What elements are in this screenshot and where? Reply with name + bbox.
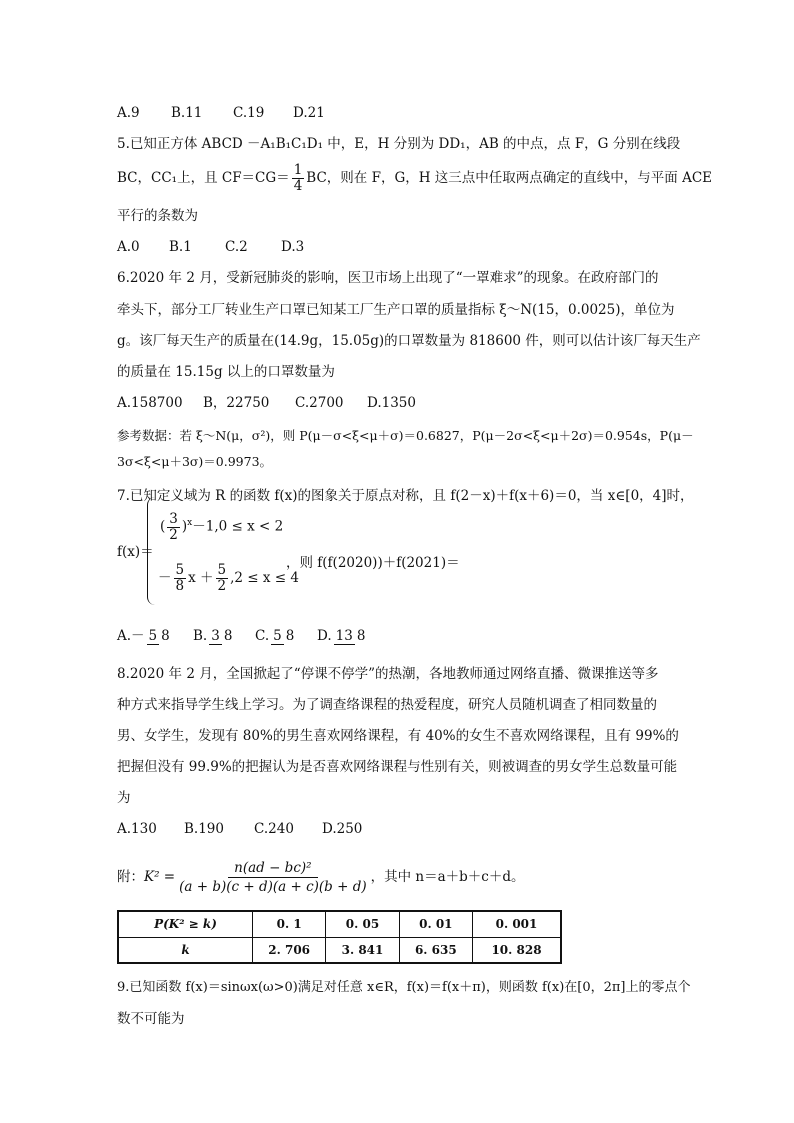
q8-formula-den: (a + b)(c + d)(a + c)(b + d) <box>179 879 367 895</box>
q5-line2 <box>117 160 712 196</box>
q5-line3: 平行的条数为 <box>117 208 198 224</box>
q8-options <box>117 819 362 839</box>
q6-reference-line2: 3σ<ξ<μ＋3σ)＝0.9973。 <box>117 454 273 469</box>
q7-case2-minus: － <box>158 570 172 586</box>
q5-fraction <box>292 163 305 194</box>
q7-option-c-num: 5 <box>273 627 282 644</box>
q6-line4: 的质量在 15.15g 以上的口罩数量为 <box>117 364 335 380</box>
q7-option-d <box>317 618 369 654</box>
table-cell: 0. 01 <box>399 911 472 937</box>
q8-line3: 男、女学生，发现有 80%的男生喜欢网络课程，有 40%的女生不喜欢网络课程，且有 99%的 <box>117 728 679 744</box>
q6-reference-line1: 参考数据：若 ξ～N(μ，σ²)，则 P(μ－σ<ξ<μ＋σ)＝0.6827，P(μ－2σ<ξ<μ＋2σ)＝0.954s，P(μ－ <box>117 428 694 443</box>
q7-option-c <box>255 618 317 654</box>
table-cell: 3. 841 <box>326 937 399 963</box>
q7-option-b <box>193 618 255 654</box>
q7-option-a <box>117 618 193 654</box>
q7-case1-den: 2 <box>169 526 178 543</box>
q7-option-d-num: 13 <box>335 627 353 644</box>
q5-option-a: A.0 <box>117 239 140 255</box>
table-cell: 10. 828 <box>472 937 561 963</box>
table-header-cell: P(K² ≥ k) <box>118 911 253 937</box>
q5-option-b: B.1 <box>169 239 192 255</box>
q7-case1-fraction <box>167 512 180 543</box>
critical-value-table <box>117 910 562 964</box>
q7-case2-den2: 2 <box>217 578 227 594</box>
q7-option-b-label: B. <box>193 628 208 644</box>
q7-case2 <box>158 560 299 596</box>
q7-case2-rest: ,2 ≤ x ≤ 4 <box>230 570 299 586</box>
q7-option-d-label: D. <box>317 628 332 644</box>
q5-option-d: D.3 <box>281 239 305 255</box>
q8-formula-prefix: 附： <box>117 869 144 885</box>
q4-option-c: C.19 <box>233 105 265 121</box>
q7-case2-num2: 5 <box>217 562 227 578</box>
q8-option-b: B.190 <box>184 821 224 837</box>
q9-line1: 9.已知函数 f(x)＝sinωx(ω>0)满足对任意 x∈R，f(x)＝f(x＋π)，则函数 f(x)在[0，2π]上的零点个 <box>117 980 691 995</box>
q5-line1: 5.已知正方体 ABCD －A₁B₁C₁D₁ 中，E，H 分别为 DD₁，AB 的中点，点 F，G 分别在线段 <box>117 136 681 152</box>
q7-case2-fraction1 <box>174 563 187 594</box>
q5-line2-pre: BC，CC₁上，且 CF＝CG＝ <box>117 170 290 186</box>
q8-formula <box>117 857 525 897</box>
q7-options <box>117 618 369 654</box>
q7-option-a-den: 8 <box>161 627 170 644</box>
q6-line1: 6.2020 年 2 月，受新冠肺炎的影响，医卫市场上出现了“一罩难求”的现象。在政府部门的 <box>117 270 659 286</box>
q8-line4: 把握但没有 99.9%的把握认为是否喜欢网络课程与性别有关，则被调查的男女学生总数量可能 <box>117 759 678 775</box>
q4-option-d: D.21 <box>293 105 325 121</box>
q7-option-c-label: C. <box>255 628 270 644</box>
q8-formula-tail: ，其中 n＝a＋b＋c＋d。 <box>370 869 525 885</box>
q7-piecewise-brace <box>147 497 158 605</box>
q8-option-d: D.250 <box>322 821 363 837</box>
q7-option-a-num: 5 <box>148 627 158 644</box>
q7-option-b-num: 3 <box>211 627 220 644</box>
q4-option-a: A.9 <box>117 105 140 121</box>
q7-option-b-fraction <box>209 629 234 645</box>
q7-case1-num: 3 <box>169 510 178 527</box>
table-row <box>118 937 561 963</box>
table-cell: 0. 1 <box>253 911 326 937</box>
q8-k2-symbol: K² = <box>144 869 176 885</box>
q8-option-a: A.130 <box>117 821 157 837</box>
q7-case2-den1: 8 <box>175 578 185 594</box>
q7-case1: ( $\frac{3}{2}$ )$^x$－1,0 ≤ x < 2 <box>160 510 284 543</box>
q7-case1-rest: －1,0 ≤ x < 2 <box>192 518 284 535</box>
q7-option-d-den: 8 <box>356 627 366 644</box>
q7-option-c-den: 8 <box>285 627 295 644</box>
q8-line2: 种方式来指导学生线上学习。为了调查络课程的热爱程度，研究人员随机调查了相同数量的 <box>117 697 657 713</box>
table-cell: 6. 635 <box>399 937 472 963</box>
q7-option-c-fraction <box>271 629 296 645</box>
q7-case2-mid: x ＋ <box>188 570 214 586</box>
q9-line2: 数不可能为 <box>117 1011 185 1027</box>
table-row <box>118 911 561 937</box>
table-header-cell: k <box>118 937 253 963</box>
q7-option-a-sign: － <box>131 628 145 644</box>
q8-line1: 8.2020 年 2 月，全国掀起了“停课不停学”的热潮，各地教师通过网络直播、微课推送等多 <box>117 666 659 682</box>
q7-tail: ，则 f(f(2020))＋f(2021)＝ <box>286 555 460 571</box>
q6-line3: g。该厂每天生产的质量在(14.9g，15.05g)的口罩数量为 818600 件，则可以估计该厂每天生产 <box>117 333 701 349</box>
q6-options <box>117 393 416 413</box>
q8-line5: 为 <box>117 790 131 806</box>
table-cell: 2. 706 <box>253 937 326 963</box>
q7-fx-label: f(x)＝ <box>117 544 154 560</box>
q5-frac-num: 1 <box>293 162 303 178</box>
q7-option-b-den: 8 <box>223 627 233 644</box>
q7-case2-num1: 5 <box>175 562 185 578</box>
q8-formula-num: n(ad − bc)² <box>228 859 317 878</box>
q5-options <box>117 237 304 257</box>
q7-case2-fraction2 <box>216 563 229 594</box>
table-cell: 0. 05 <box>326 911 399 937</box>
q8-formula-fraction <box>177 859 369 896</box>
q6-line2: 牵头下，部分工厂转业生产口罩已知某工厂生产口罩的质量指标 ξ～N(15，0.0025)，单位为 <box>117 302 675 318</box>
q6-option-a: A.158700 <box>117 395 183 411</box>
q6-option-c: C.2700 <box>295 395 344 411</box>
q5-line2-post: BC，则在 F，G，H 这三点中任取两点确定的直线中，与平面 ACE <box>306 170 713 186</box>
q4-option-b: B.11 <box>171 105 203 121</box>
q6-option-d: D.1350 <box>367 395 416 411</box>
q7-line1: 7.已知定义域为 R 的函数 f(x)的图象关于原点对称，且 f(2－x)＋f(x＋6)＝0，当 x∈[0，4]时， <box>117 488 694 504</box>
q5-frac-den: 4 <box>293 178 303 194</box>
q6-option-b: B，22750 <box>203 395 270 411</box>
q7-option-a-fraction <box>147 629 172 645</box>
q7-option-a-label: A. <box>117 628 132 644</box>
q5-option-c: C.2 <box>225 239 248 255</box>
q7-case1-exponent: x <box>187 518 193 528</box>
q4-options <box>117 103 325 123</box>
table-cell: 0. 001 <box>472 911 561 937</box>
q7-option-d-fraction <box>334 629 368 645</box>
q8-option-c: C.240 <box>254 821 294 837</box>
